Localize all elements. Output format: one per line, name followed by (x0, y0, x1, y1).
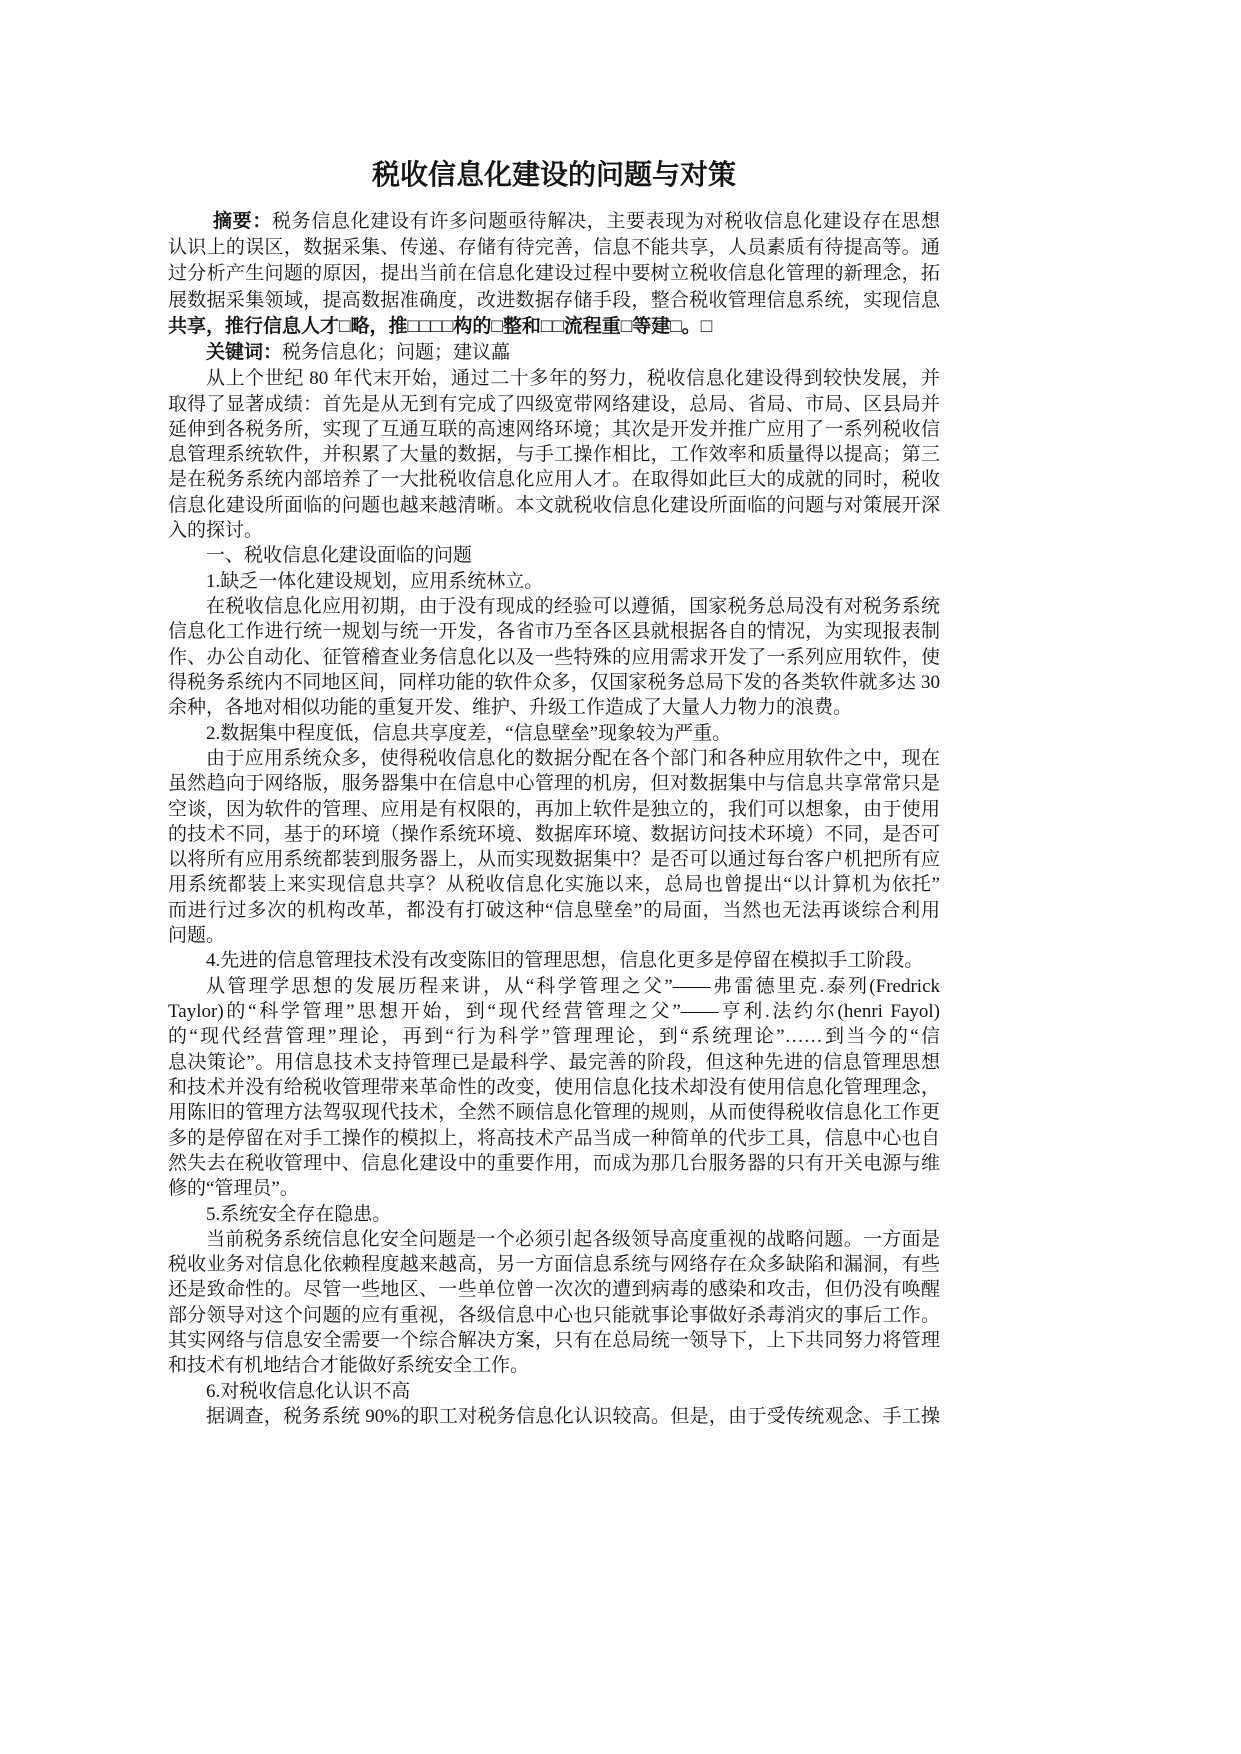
paragraph (168, 594, 940, 721)
paragraph-line: 在税收信息化应用初期，由于没有现成的经验可以遵循，国家税务总局没有对税务系统 (206, 596, 940, 618)
issue-heading: 2.数据集中程度低，信息共享度差，“信息壁垒”现象较为严重。 (206, 722, 732, 744)
abstract-line: 展数据采集领域，提高数据准确度，改进数据存储手段，整合税收管理信息系统，实现信息 (168, 289, 940, 311)
paragraph-line: 息管理系统软件，并积累了大量的数据，与手工操作相比，工作效率和质量得以提高；第三 (168, 444, 940, 466)
paragraph-line: 的技术不同，基于的环境（操作系统环境、数据库环境、数据访问技术环境）不同，是否可 (168, 823, 940, 845)
paragraph-line: 入的探讨。 (168, 520, 264, 542)
paragraph-line: 和技术并没有给税收管理带来革命性的改变，使用信息化技术却没有使用信息化管理理念， (168, 1076, 940, 1098)
abstract-line: 共享，推行信息人才□略，推□□□□构的□整和□□流程重□等建□。□ (168, 315, 713, 337)
article-body (168, 366, 940, 1429)
abstract (168, 209, 940, 340)
paragraph-line: 延伸到各税务所，实现了互通互联的高速网络环境；其次是开发并推广应用了一系列税收信 (168, 418, 940, 440)
paragraph-line: 用陈旧的管理方法驾驭现代技术，全然不顾信息化管理的规则，从而使得税收信息化工作更 (168, 1102, 940, 1124)
paragraph-line: 而进行过多次的机构改革，都没有打破这种“信息壁垒”的局面，当然也无法再谈综合利用 (168, 899, 940, 921)
paragraph-line: 从上个世纪 80 年代末开始，通过二十多年的努力，税收信息化建设得到较快发展，并 (206, 368, 940, 390)
paragraph (168, 974, 940, 1202)
paragraph-line: 得税务系统内不同地区间，同样功能的软件众多，仅国家税务总局下发的各类软件就多达 30 (168, 671, 940, 693)
paragraph (168, 1404, 940, 1429)
paragraph-line: 信息化工作进行统一规划与统一开发，各省市乃至各区县就根据各自的情况，为实现报表制 (168, 621, 940, 643)
paragraph-line: 用系统都装上来实现信息共享？从税收信息化实施以来，总局也曾提出“以计算机为依托” (168, 874, 940, 896)
paragraph (168, 1227, 940, 1379)
paragraph (168, 366, 940, 543)
abstract-line: 认识上的误区，数据采集、传递、存储有待完善，信息不能共享，人员素质有待提高等。通 (168, 237, 940, 259)
paragraph-line: 空谈，因为软件的管理、应用是有权限的，再加上软件是独立的，我们可以想象，由于使用 (168, 798, 940, 820)
keywords (168, 340, 940, 366)
paragraph-line: 部分领导对这个问题的应有重视，各级信息中心也只能就事论事做好杀毒消灾的事后工作。 (168, 1304, 940, 1326)
paragraph-line: 和技术有机地结合才能做好系统安全工作。 (168, 1355, 530, 1377)
paragraph-line: 据调查，税务系统 90%的职工对税务信息化认识较高。但是，由于受传统观念、手工操 (206, 1406, 940, 1428)
paragraph-line: Taylor)的“科学管理”思想开始，到“现代经营管理之父”——亨利.法约尔(henri Fayol) (168, 1001, 940, 1023)
paragraph-line: 虽然趋向于网络版，服务器集中在信息中心管理的机房，但对数据集中与信息共享常常只是 (168, 773, 940, 795)
abstract-text: 税务信息化建设有许多问题亟待解决，主要表现为对税收信息化建设存在思想 (272, 211, 940, 232)
paragraph-line: 余种，各地对相似功能的重复开发、维护、升级工作造成了大量人力物力的浪费。 (168, 697, 853, 719)
abstract-label: 摘要： (213, 211, 272, 232)
paragraph-line: 然失去在税收管理中、信息化建设中的重要作用，而成为那几台服务器的只有开关电源与维 (168, 1152, 940, 1174)
paragraph-line: 信息化建设所面临的问题也越来越清晰。本文就税收信息化建设所面临的问题与对策展开深 (168, 494, 940, 516)
paragraph-line: 问题。 (168, 925, 226, 947)
paragraph-line: 税收业务对信息化依赖程度越来越高，另一方面信息系统与网络存在众多缺陷和漏洞，有些 (168, 1254, 940, 1276)
paragraph-line: 当前税务系统信息化安全问题是一个必须引起各级领导高度重视的战略问题。一方面是 (206, 1228, 940, 1250)
abstract-line: 过分析产生问题的原因，提出当前在信息化建设过程中要树立税收信息化管理的新理念，拓 (168, 263, 940, 285)
paragraph-line: 取得了显著成绩：首先是从无到有完成了四级宽带网络建设，总局、省局、市局、区县局并 (168, 393, 940, 415)
issue-heading: 1.缺乏一体化建设规划，应用系统林立。 (206, 570, 544, 592)
document-content (168, 158, 940, 1429)
issue-heading: 4.先进的信息管理技术没有改变陈旧的管理思想，信息化更多是停留在模拟手工阶段。 (206, 950, 924, 972)
paragraph-line: 多的是停留在对手工操作的模拟上，将高技术产品当成一种简单的代步工具，信息中心也自 (168, 1127, 940, 1149)
paragraph-line: 修的“管理员”。 (168, 1178, 299, 1200)
issue-heading: 5.系统安全存在隐患。 (206, 1203, 392, 1225)
issue-heading: 6.对税收信息化认识不高 (206, 1380, 411, 1402)
paragraph-line: 息决策论”。用信息技术支持管理已是最科学、最完善的阶段，但这种先进的信息管理思想 (168, 1051, 940, 1073)
paragraph-line: 从管理学思想的发展历程来讲，从“科学管理之父”——弗雷德里克.泰列(Fredrick (206, 975, 940, 997)
document-title: 税收信息化建设的问题与对策 (371, 160, 736, 191)
paragraph-line: 是在税务系统内部培养了一大批税收信息化应用人才。在取得如此巨大的成就的同时，税收 (168, 469, 940, 491)
paragraph-line: 以将所有应用系统都装到服务器上，从而实现数据集中？是否可以通过每台客户机把所有应 (168, 849, 940, 871)
paragraph-line: 还是致命性的。尽管一些地区、一些单位曾一次次的遭到病毒的感染和攻击，但仍没有唤醒 (168, 1279, 940, 1301)
abstract-line (168, 209, 940, 235)
paragraph-line: 作、办公自动化、征管稽查业务信息化以及一些特殊的应用需求开发了一系列应用软件，使 (168, 646, 940, 668)
keywords-text: 税务信息化；问题；建议藟 (282, 342, 511, 364)
paragraph-line: 由于应用系统众多，使得税收信息化的数据分配在各个部门和各种应用软件之中，现在 (206, 747, 940, 769)
paragraph (168, 746, 940, 949)
paragraph-line: 其实网络与信息安全需要一个综合解决方案，只有在总局统一领导下，上下共同努力将管理 (168, 1330, 940, 1352)
section-heading: 一、税收信息化建设面临的问题 (206, 545, 473, 567)
paragraph-line: 的“现代经营管理”理论，再到“行为科学”管理理论，到“系统理论”……到当今的“信 (168, 1026, 940, 1048)
keywords-label: 关键词： (206, 342, 283, 364)
